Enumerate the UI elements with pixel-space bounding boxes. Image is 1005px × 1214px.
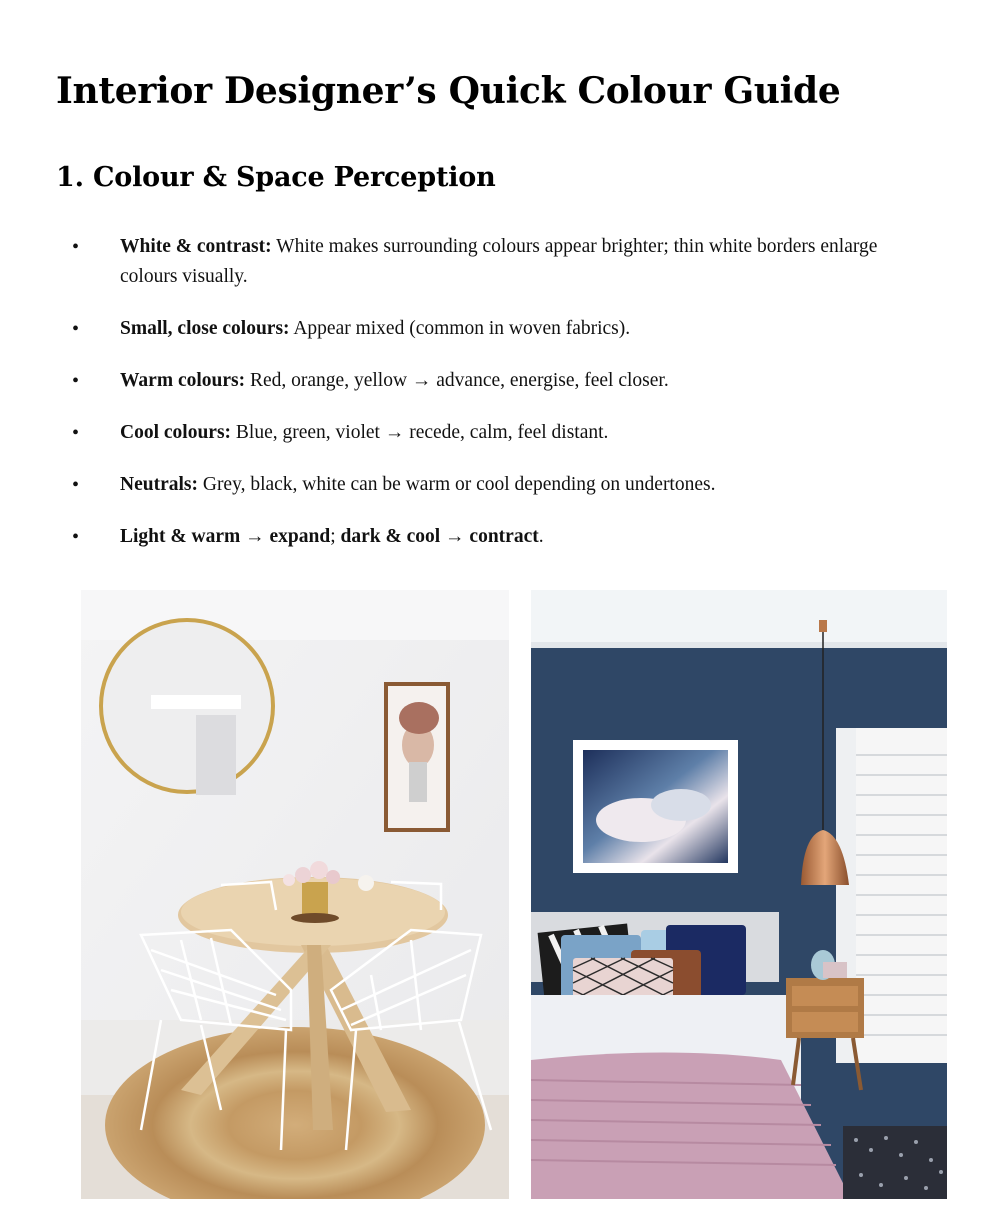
bullet-text: White makes surrounding colours appear brighter; thin white borders enlarge colours visually. — [120, 236, 878, 287]
list-item — [64, 366, 924, 396]
list-item — [64, 470, 924, 500]
bullet-dot: • — [72, 474, 80, 496]
bullet-text: . — [538, 526, 544, 547]
bullet-dot: • — [72, 318, 80, 340]
bullet-dot: • — [72, 236, 80, 258]
bullet-list — [64, 232, 924, 574]
bullet-text: Red, orange, yellow → advance, energise, feel closer. — [245, 370, 669, 391]
bullet-text: Blue, green, violet → recede, calm, feel distant. — [231, 422, 609, 443]
bullet-term: Warm colours: — [120, 370, 246, 391]
bullet-term: Light & warm — [120, 526, 241, 547]
bullet-dot: • — [72, 526, 80, 548]
list-item — [64, 418, 924, 448]
list-item — [64, 232, 924, 292]
bullet-term: expand — [269, 526, 331, 547]
section-heading: 1. Colour & Space Perception — [56, 162, 496, 193]
bedroom-photo — [531, 590, 947, 1199]
dining-room-photo — [81, 590, 509, 1199]
bullet-text: Appear mixed (common in woven fabrics). — [289, 318, 631, 339]
bullet-arrow: → — [240, 526, 270, 547]
bullet-dot: • — [72, 422, 80, 444]
bullet-term: White & contrast: — [120, 236, 272, 257]
bullet-text: ; — [330, 526, 341, 547]
bullet-term: Small, close colours: — [120, 318, 290, 339]
list-item — [64, 522, 924, 552]
bullet-term: Cool colours: — [120, 422, 232, 443]
page-title: Interior Designer’s Quick Colour Guide — [56, 70, 841, 112]
bullet-term: dark & cool — [340, 526, 441, 547]
list-item — [64, 314, 924, 344]
bullet-term: Neutrals: — [120, 474, 198, 495]
bullet-arrow: → — [440, 526, 470, 547]
bullet-dot: • — [72, 370, 80, 392]
bullet-text: Grey, black, white can be warm or cool depending on undertones. — [197, 474, 716, 495]
bullet-term: contract — [469, 526, 539, 547]
